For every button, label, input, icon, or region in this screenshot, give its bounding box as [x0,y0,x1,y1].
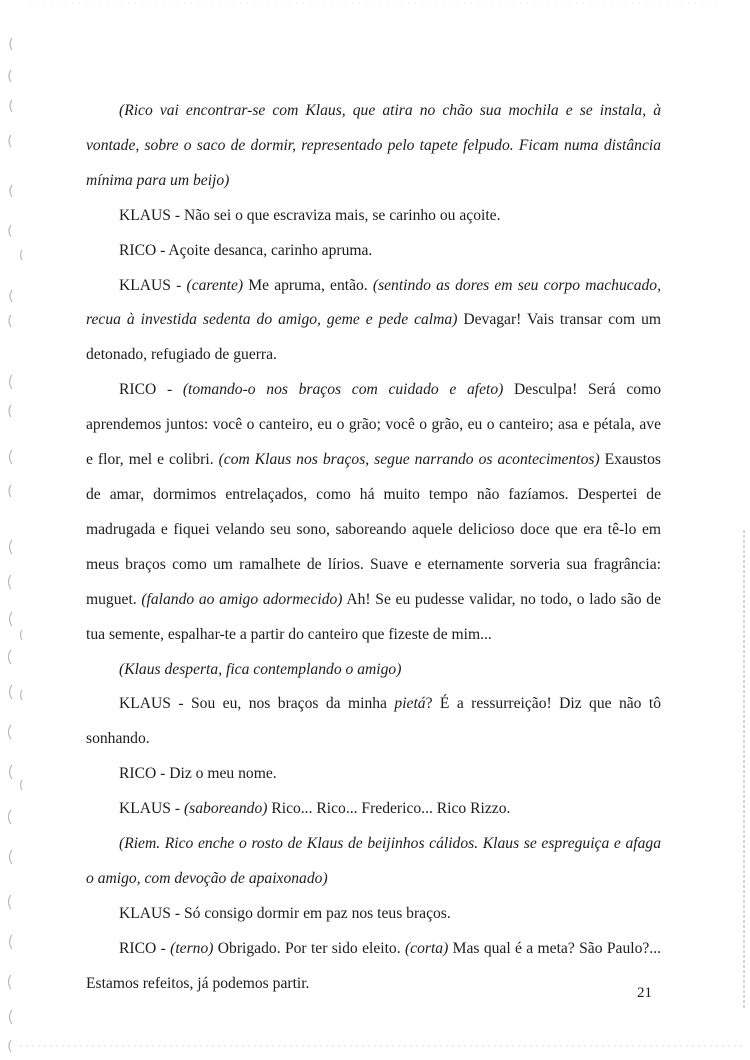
dialogue-text: Obrigado. Por ter sido eleito. [213,939,405,957]
binding-hole-mark [21,780,23,790]
dialogue-text: Ah! Se eu pudesse validar, no todo, o lado são de tua semente, espalhar-te a partir do canteiro que fizeste de mim... [86,590,661,643]
speaker-name: RICO - [119,765,170,783]
binding-hole-mark [21,690,23,700]
stage-direction-inline: (com Klaus nos braços, segue narrando os acontecimentos) [218,451,600,469]
stage-direction-inline: pietá [394,695,426,713]
speaker-name: RICO - [119,381,183,399]
binding-hole-mark [9,1040,11,1052]
dialogue-text: Diz o meu nome. [169,765,277,783]
speaker-name: KLAUS - [119,276,187,294]
dialogue-line [86,687,661,757]
dialogue-text: Me apruma, então. [243,276,373,294]
stage-direction-inline: (terno) [170,939,214,957]
dialogue-line [86,234,661,269]
binding-hole-mark [10,612,13,626]
binding-hole-mark [9,650,12,664]
binding-hole-mark [10,38,12,50]
binding-hole-mark [9,575,12,589]
binding-hole-mark [21,250,23,260]
speaker-name: KLAUS - [119,800,184,818]
dialogue-text: Açoite desanca, carinho apruma. [168,241,373,259]
binding-hole-mark [9,135,11,147]
binding-hole-mark [9,485,11,497]
binding-hole-mark [9,225,11,237]
stage-direction-inline: (carente) [186,276,244,294]
binding-hole-mark [10,375,13,389]
binding-hole-mark [9,895,12,909]
binding-hole-mark [10,185,12,197]
stage-direction-inline: (falando ao amigo adormecido) [141,590,343,608]
speaker-name: KLAUS - [119,206,184,224]
dialogue-line [86,897,661,932]
binding-hole-mark [9,315,11,327]
dialogue-line [86,757,661,792]
binding-hole-mark [10,935,13,949]
page-number: 21 [637,985,652,1001]
binding-hole-mark [9,975,12,989]
stage-direction: (Rico vai encontrar-se com Klaus, que atira no chão sua mochila e se instala, à vontade, sobre o saco de dormir, representado pelo tapete felpudo. Ficam numa distância mínima para um beijo) [86,102,661,189]
dialogue-text: Mas qual é a meta? São Paulo?... Estamos refeitos, já podemos partir. [86,939,661,992]
binding-hole-mark [10,540,13,554]
stage-direction: (Riem. Rico enche o rosto de Klaus de beijinhos cálidos. Klaus se espreguiça e afaga o amigo, com devoção de apaixonado) [86,835,661,887]
stage-direction-inline: (sentindo as dores em seu corpo machucado, recua à investida sedenta do amigo, geme e pede calma) [86,276,661,329]
dialogue-text: ? É a ressurreição! Diz que não tô sonhando. [86,695,661,748]
dialogue-line [86,269,661,374]
dialogue-line [86,792,661,827]
speaker-name: KLAUS - [119,904,184,922]
dialogue-text: Rico... Rico... Frederico... Rico Rizzo. [267,800,511,818]
dialogue-line [86,932,661,1002]
speaker-name: KLAUS - [119,695,191,713]
binding-hole-mark [10,450,13,464]
dialogue-text: Só consigo dormir em paz nos teus braços. [183,904,451,922]
stage-direction-inline: (saboreando) [183,800,268,818]
binding-hole-mark [10,290,12,302]
binding-hole-mark [21,630,23,640]
speaker-name: RICO - [119,939,171,957]
binding-hole-mark [9,70,11,82]
dialogue-text: Exaustos de amar, dormimos entrelaçados, como há muito tempo não fazíamos. Despertei de madrugada e fiquei velando seu sono, saboreando aquele delicioso doce que era tê-lo em meus braços como um ramalhete de lírios. Suave e eternamente sorveria sua fragrância: muguet. [86,451,661,608]
binding-hole-mark [10,765,13,779]
dialogue-line [86,373,661,652]
binding-hole-mark [10,685,13,699]
script-text [86,94,661,1002]
binding-hole-mark [9,405,11,417]
dialogue-line [86,199,661,234]
dialogue-text: Devagar! Vais transar com um detonado, refugiado de guerra. [86,311,661,364]
speaker-name: RICO - [119,241,169,259]
dialogue-text: Não sei o que escraviza mais, se carinho ou açoite. [183,206,501,224]
dialogue-text: Sou eu, nos braços da minha [191,695,395,713]
stage-direction: (Klaus desperta, fica contemplando o amigo) [119,660,402,678]
stage-direction-inline: (corta) [404,939,449,957]
binding-hole-mark [9,810,12,824]
stage-direction-inline: (tomando-o nos braços com cuidado e afeto) [182,381,504,399]
binding-hole-mark [9,725,12,739]
dialogue-text: Desculpa! Será como aprendemos juntos: você o canteiro, eu o grão; você o grão, eu o canteiro; asa e pétala, ave e flor, mel e colibri. [86,381,661,469]
binding-hole-mark [10,100,12,112]
binding-hole-mark [10,850,13,864]
binding-hole-mark [10,1010,13,1024]
